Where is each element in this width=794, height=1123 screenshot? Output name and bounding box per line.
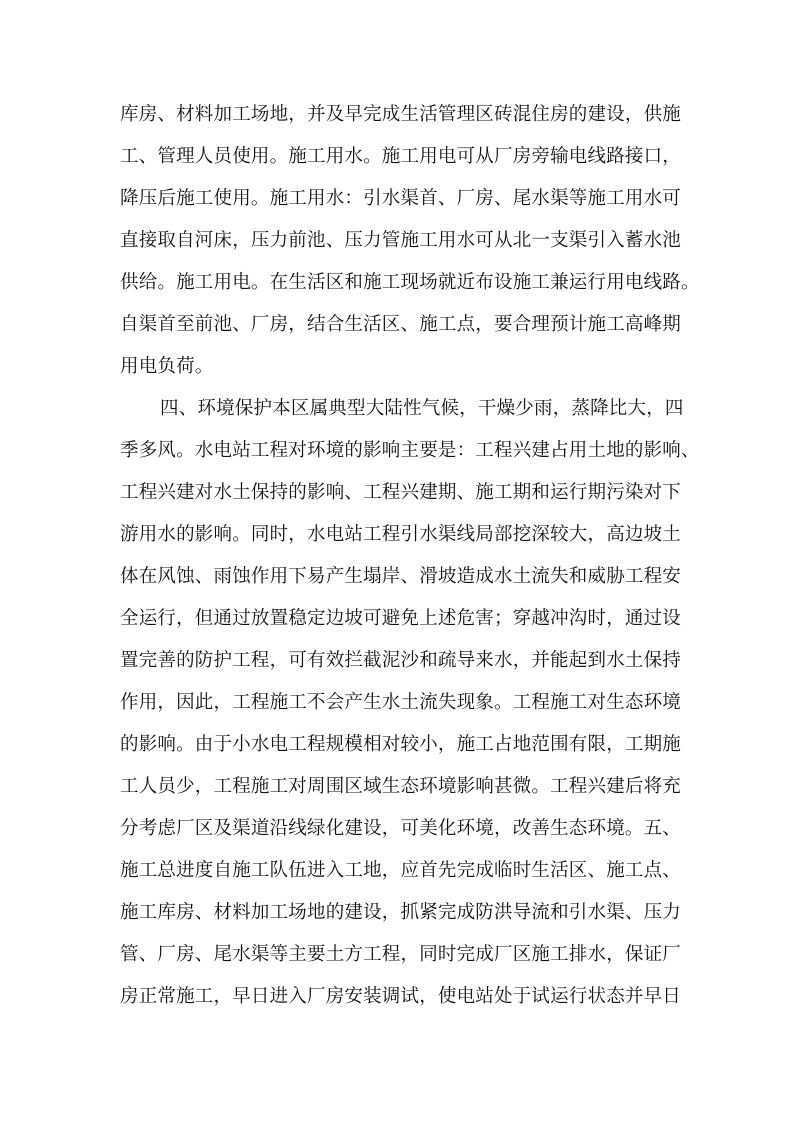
text-line: 全运行，但通过放置稳定边坡可避免上述危害；穿越冲沟时，通过设 [120, 608, 682, 629]
text-line: 作用，因此，工程施工不会产生水土流失现象。工程施工对生态环境 [120, 692, 682, 713]
paragraph-start-line: 四、环境保护本区属典型大陆性气候，干燥少雨，蒸降比大，四 [160, 398, 684, 419]
text-line: 供给。施工用电。在生活区和施工现场就近布设施工兼运行用电线路。 [120, 272, 700, 293]
text-line: 工程兴建对水土保持的影响、工程兴建期、施工期和运行期污染对下 [120, 482, 682, 503]
text-line: 库房、材料加工场地，并及早完成生活管理区砖混住房的建设，供施 [120, 104, 682, 125]
text-line: 自渠首至前池、厂房，结合生活区、施工点，要合理预计施工高峰期 [120, 314, 682, 335]
text-line: 季多风。水电站工程对环境的影响主要是：工程兴建占用土地的影响、 [120, 440, 700, 461]
text-line: 直接取自河床，压力前池、压力管施工用水可从北一支渠引入蓄水池 [120, 230, 682, 251]
text-line: 体在风蚀、雨蚀作用下易产生塌岸、滑坡造成水土流失和威胁工程安 [120, 566, 682, 587]
text-line: 房正常施工，早日进入厂房安装调试，使电站处于试运行状态并早日 [120, 986, 682, 1007]
text-line: 工、管理人员使用。施工用水。施工用电可从厂房旁输电线路接口， [120, 146, 682, 167]
text-line: 工人员少，工程施工对周围区域生态环境影响甚微。工程兴建后将充 [120, 776, 682, 797]
text-line: 施工库房、材料加工场地的建设，抓紧完成防洪导流和引水渠、压力 [120, 902, 682, 923]
text-line: 游用水的影响。同时，水电站工程引水渠线局部挖深较大，高边坡土 [120, 524, 682, 545]
text-line: 用电负荷。 [120, 356, 214, 377]
text-line: 的影响。由于小水电工程规模相对较小，施工占地范围有限，工期施 [120, 734, 682, 755]
text-line: 施工总进度自施工队伍进入工地，应首先完成临时生活区、施工点、 [120, 860, 682, 881]
text-line: 分考虑厂区及渠道沿线绿化建设，可美化环境，改善生态环境。五、 [120, 818, 682, 839]
text-line: 置完善的防护工程，可有效拦截泥沙和疏导来水，并能起到水土保持 [120, 650, 682, 671]
text-line: 管、厂房、尾水渠等主要土方工程，同时完成厂区施工排水，保证厂 [120, 944, 682, 965]
text-line: 降压后施工使用。施工用水：引水渠首、厂房、尾水渠等施工用水可 [120, 188, 682, 209]
